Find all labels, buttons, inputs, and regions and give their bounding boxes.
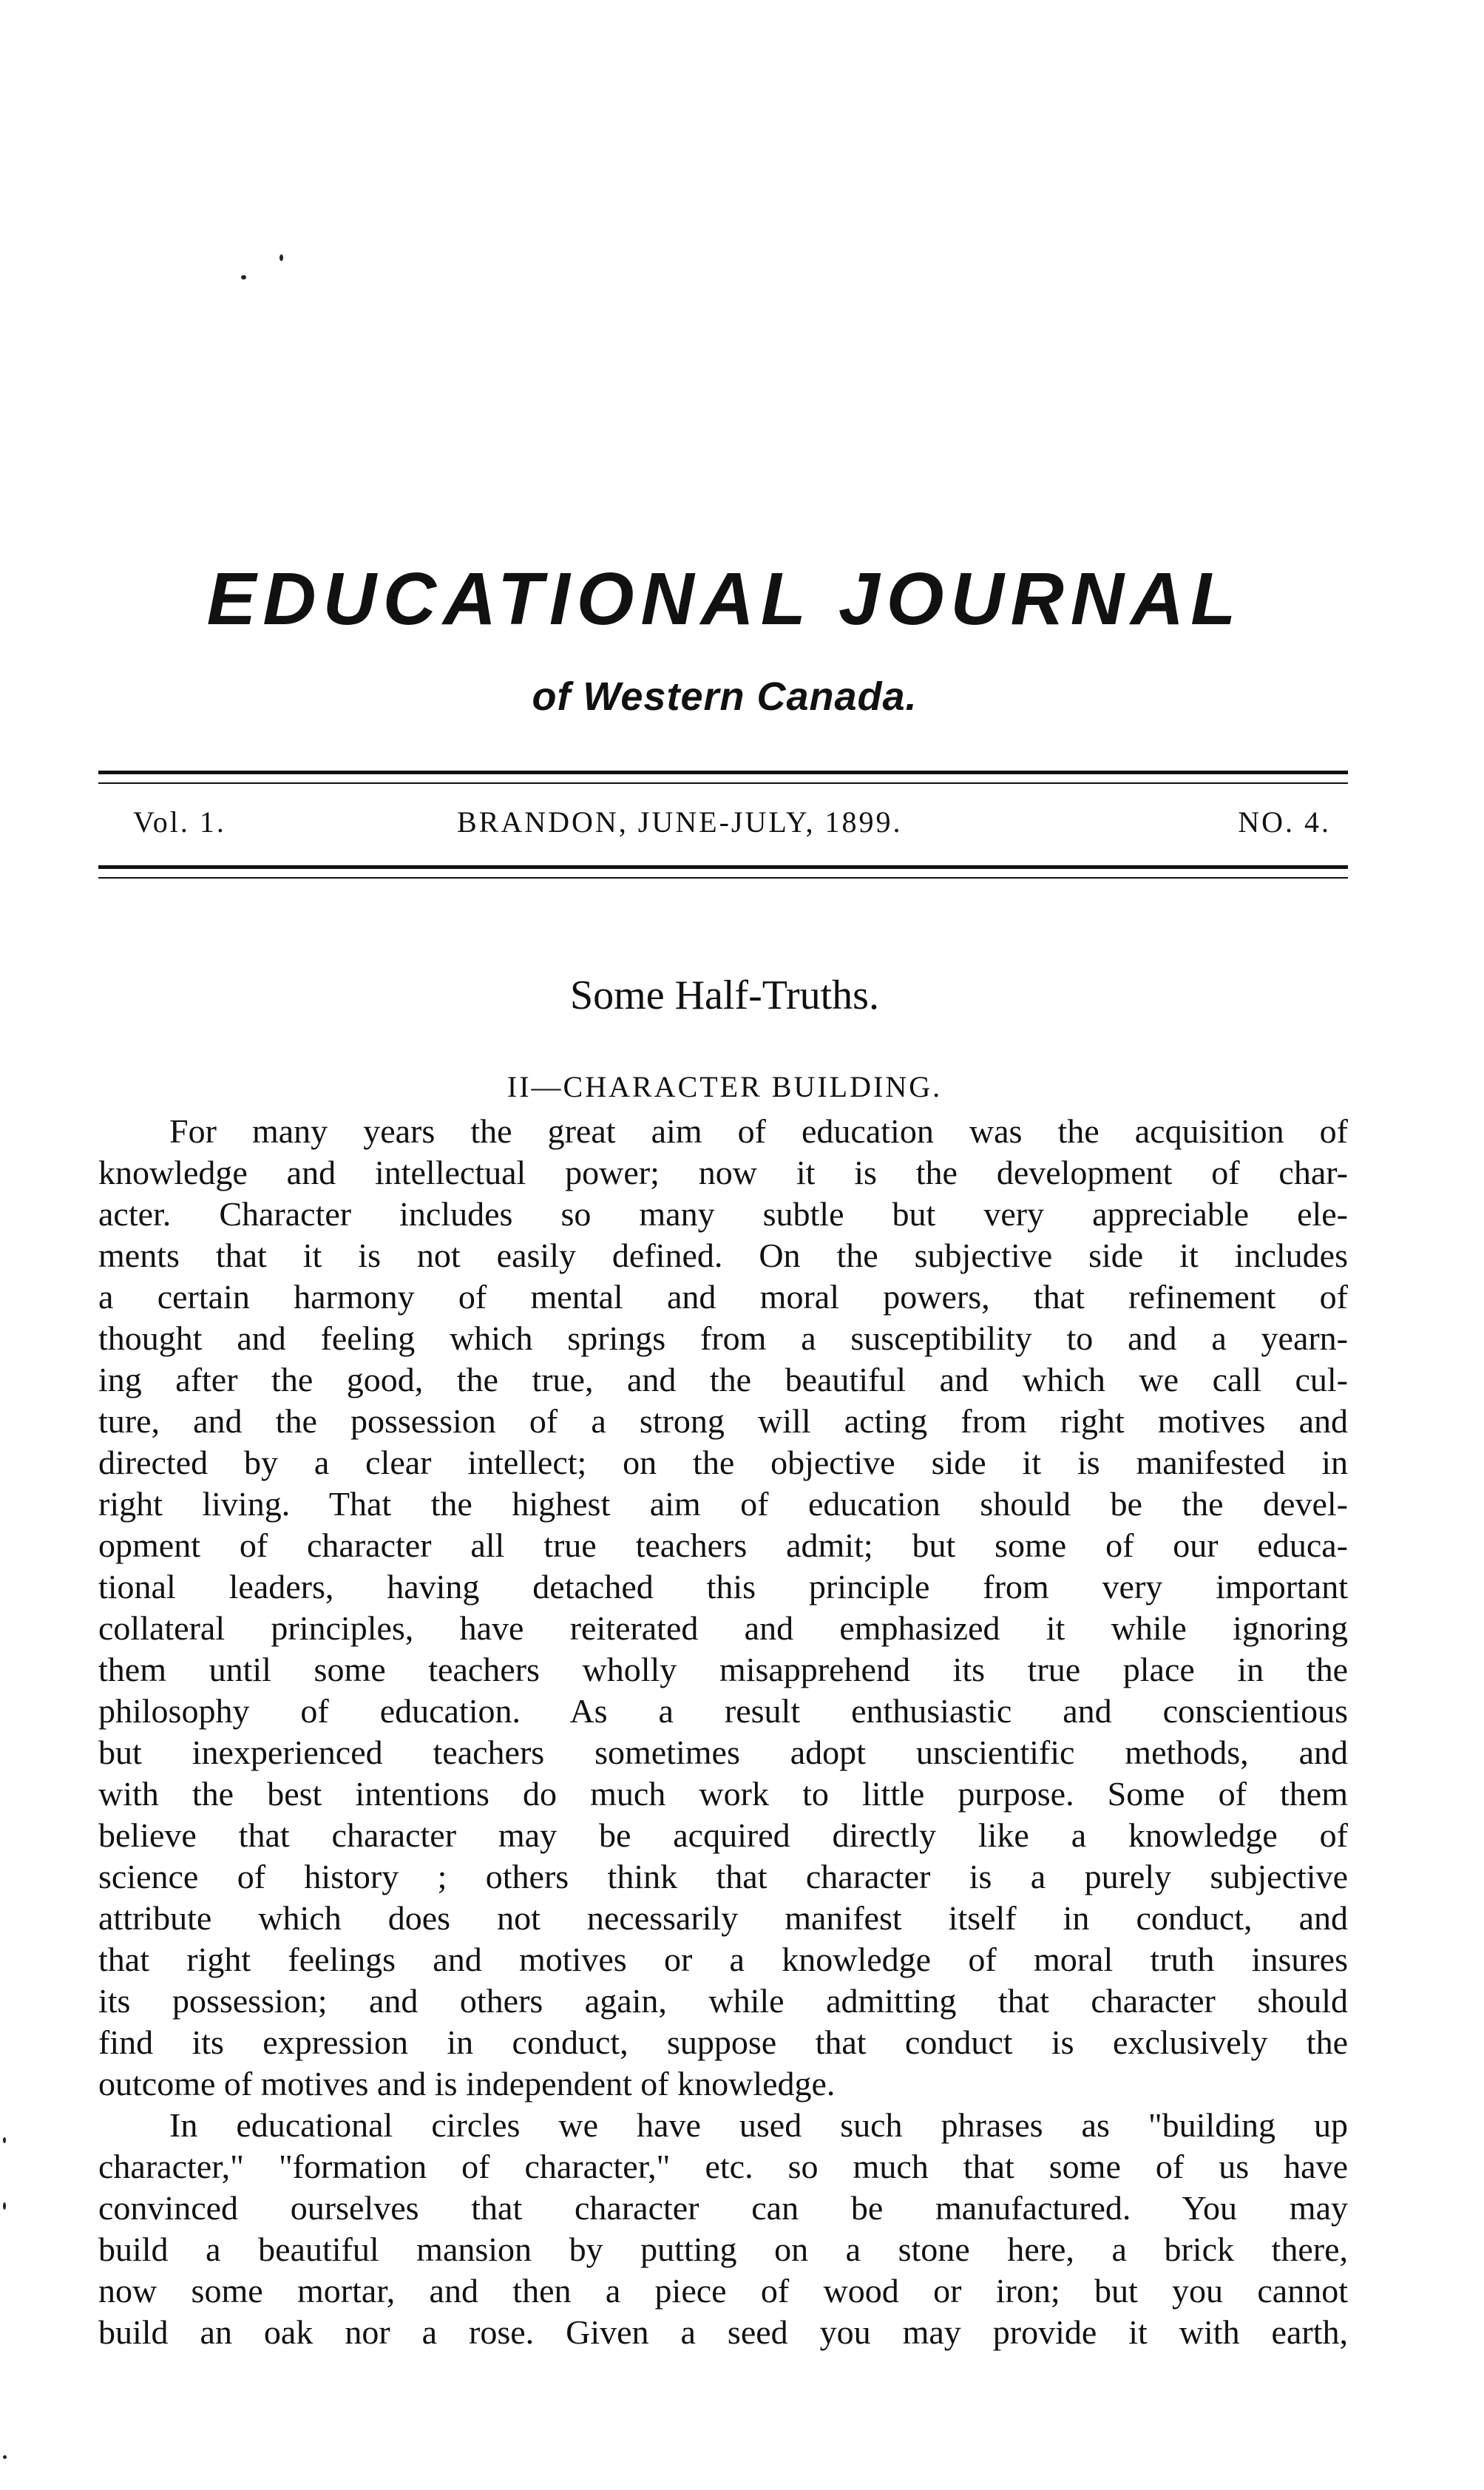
text-line: opment of character all true teachers admit; but some of our educa- (98, 1526, 1348, 1564)
ink-speck (241, 275, 246, 280)
text-line: acter. Character includes so many subtle but very appreciable ele- (98, 1195, 1348, 1233)
bottom-rule-thin (98, 877, 1348, 879)
text-line: directed by a clear intellect; on the objective side it is manifested in (98, 1444, 1348, 1481)
issue-volume: Vol. 1. (133, 805, 226, 839)
text-line: now some mortar, and then a piece of wood or iron; but you cannot (98, 2272, 1348, 2310)
ink-speck (3, 2137, 6, 2143)
issue-place-date: BRANDON, JUNE-JULY, 1899. (457, 805, 903, 839)
text-line: with the best intentions do much work to little purpose. Some of them (98, 1775, 1348, 1813)
article-body (98, 1111, 1348, 2353)
text-line: character," "formation of character," etc. so much that some of us have (98, 2148, 1348, 2185)
ink-speck (3, 2455, 7, 2459)
issue-line (133, 805, 1331, 849)
journal-subtitle: of Western Canada. (532, 674, 918, 719)
text-line: them until some teachers wholly misapprehend its true place in the (98, 1651, 1348, 1688)
text-line: philosophy of education. As a result enthusiastic and conscientious (98, 1692, 1348, 1730)
text-line: thought and feeling which springs from a susceptibility to and a yearn- (98, 1319, 1348, 1357)
article-title: Some Half-Truths. (570, 972, 879, 1018)
text-line: ture, and the possession of a strong will acting from right motives and (98, 1402, 1348, 1440)
text-line: build an oak nor a rose. Given a seed you may provide it with earth, (98, 2313, 1348, 2351)
top-rule-thick (98, 771, 1348, 774)
bottom-rule-thick (98, 865, 1348, 869)
text-line: knowledge and intellectual power; now it is the development of char- (98, 1154, 1348, 1191)
text-line: tional leaders, having detached this principle from very important (98, 1568, 1348, 1606)
text-line: build a beautiful mansion by putting on a stone here, a brick there, (98, 2230, 1348, 2268)
top-rule-thin (98, 782, 1348, 784)
text-line: collateral principles, have reiterated and emphasized it while ignoring (98, 1609, 1348, 1647)
text-line: science of history ; others think that character is a purely subjective (98, 1858, 1348, 1895)
text-line: but inexperienced teachers sometimes adopt unscientific methods, and (98, 1733, 1348, 1771)
text-line: convinced ourselves that character can be manufactured. You may (98, 2189, 1348, 2227)
text-line: attribute which does not necessarily manifest itself in conduct, and (98, 1899, 1348, 1937)
text-line: a certain harmony of mental and moral powers, that refinement of (98, 1278, 1348, 1316)
article-section-heading: II—CHARACTER BUILDING. (506, 1070, 943, 1103)
text-line: its possession; and others again, while admitting that character should (98, 1982, 1348, 2020)
text-line: right living. That the highest aim of education should be the devel- (98, 1485, 1348, 1523)
ink-speck (279, 254, 283, 261)
text-line: outcome of motives and is independent of knowledge. (98, 2065, 836, 2102)
issue-number: NO. 4. (1238, 805, 1331, 839)
text-line: ing after the good, the true, and the beautiful and which we call cul- (98, 1361, 1348, 1398)
text-line: In educational circles we have used such phrases as "building up (169, 2106, 1348, 2144)
text-line: that right feelings and motives or a knowledge of moral truth insures (98, 1941, 1348, 1978)
text-line: believe that character may be acquired directly like a knowledge of (98, 1816, 1348, 1854)
text-line: For many years the great aim of education was the acquisition of (169, 1112, 1348, 1150)
ink-speck (3, 2202, 6, 2210)
text-line: find its expression in conduct, suppose that conduct is exclusively the (98, 2023, 1348, 2061)
text-line: ments that it is not easily defined. On the subjective side it includes (98, 1236, 1348, 1274)
journal-title: EDUCATIONAL JOURNAL (206, 558, 1243, 640)
